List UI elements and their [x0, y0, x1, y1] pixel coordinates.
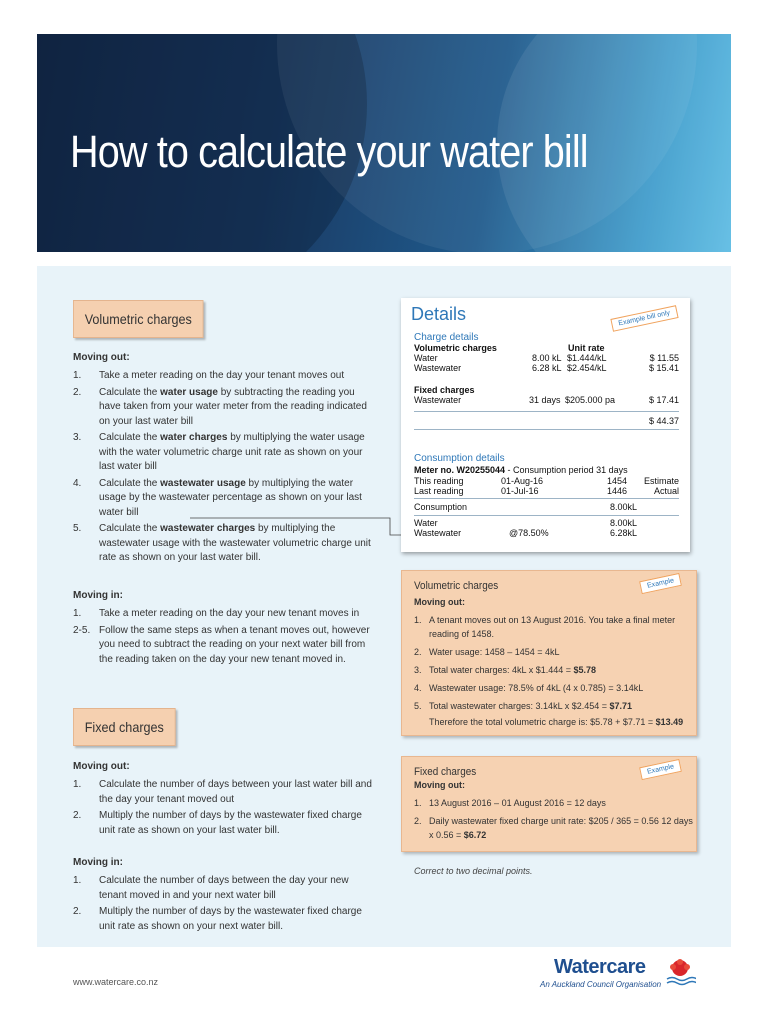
this-reading-type: Estimate — [643, 476, 679, 486]
example-stamp: Example — [639, 573, 682, 594]
list-item-text: Calculate the water charges by multiplying the water usage with the water volumetric charge unit rate as shown on your last water bill — [99, 432, 365, 472]
bill-total: $ 44.37 — [648, 416, 679, 426]
list-item-number: 1. — [73, 370, 82, 381]
list-item-number: 2. — [73, 906, 82, 917]
moving-in-label: Moving in: — [73, 590, 123, 601]
consumption-water-value: 8.00kL — [610, 518, 638, 528]
fixed-out-steps — [73, 778, 373, 838]
bill-wastewater-amount: $ 15.41 — [648, 363, 679, 373]
moving-out-label: Moving out: — [73, 761, 130, 772]
last-reading-label: Last reading — [414, 486, 464, 496]
moving-out-label: Moving out: — [73, 352, 130, 363]
list-item-text: Multiply the number of days by the wastewater fixed charge unit rate as shown on your last water bill. — [99, 810, 362, 836]
list-item-text: Calculate the number of days between your last water bill and the day your tenant moved out — [99, 779, 372, 805]
example-bill — [401, 298, 690, 552]
divider — [414, 411, 679, 412]
list-item-text: A tenant moves out on 13 August 2016. You take a final meter reading of 1458. — [429, 615, 676, 639]
list-item — [414, 681, 694, 695]
list-item-text: Take a meter reading on the day your tenant moves out — [99, 370, 345, 381]
watercare-logo — [540, 956, 700, 996]
list-item-number: 1. — [73, 875, 82, 886]
list-item — [73, 624, 373, 668]
example-volumetric-box — [401, 570, 697, 736]
bill-water-amount: $ 11.55 — [649, 353, 679, 363]
list-item-text: Total water charges: 4kL x $1.444 = $5.78 — [429, 665, 597, 675]
list-item-text: Daily wastewater fixed charge unit rate: $205 / 365 = 0.56 12 days x 0.56 = $6.72 — [429, 816, 693, 840]
consumption-details-heading: Consumption details — [414, 453, 505, 464]
example-moving-out-label: Moving out: — [414, 597, 465, 607]
list-item — [73, 369, 373, 384]
list-item — [73, 905, 373, 934]
consumption-label: Consumption — [414, 502, 468, 512]
list-item — [73, 809, 373, 838]
logo-tagline: An Auckland Council Organisation — [540, 980, 662, 989]
bill-water-rate: $1.444/kL — [567, 353, 607, 363]
volumetric-charges-label: Volumetric charges — [414, 343, 497, 353]
meter-number: Meter no. W20255044 — [414, 465, 506, 475]
volumetric-moving-in — [73, 590, 373, 669]
fixed-charges-tag: Fixed charges — [73, 708, 176, 746]
bill-fixed-wastewater: Wastewater — [414, 395, 462, 405]
list-item-text: Follow the same steps as when a tenant moves out, however you need to subtract the reading on your next water bill from the reading taken on the day your new tenant moved in. — [99, 624, 370, 665]
list-item-number: 2-5. — [73, 624, 91, 636]
list-item-text: Total wastewater charges: 3.14kL x $2.454 = $7.71 — [429, 701, 633, 711]
this-reading-date: 01-Aug-16 — [501, 476, 544, 486]
fixed-in-steps — [73, 874, 373, 934]
logo-wordmark: Watercare — [554, 956, 646, 978]
list-item — [414, 796, 694, 810]
consumption-wastewater-percentage: @78.50% — [509, 528, 549, 538]
list-item-text: Calculate the wastewater charges by multiplying the wastewater usage with the wastewater volumetric charge unit rate as shown on your last water bill. — [99, 523, 371, 563]
page-title: How to calculate your water bill — [70, 126, 588, 177]
example-fixed-box — [401, 756, 697, 852]
bill-fixed-rate: $205.000 pa — [565, 395, 616, 405]
example-box-title: Fixed charges — [414, 766, 477, 778]
list-item-number: 1. — [73, 779, 82, 790]
header-banner — [37, 34, 731, 252]
bill-fixed-amount: $ 17.41 — [648, 395, 679, 405]
fixed-moving-out — [73, 761, 373, 840]
unit-rate-label: Unit rate — [568, 343, 605, 353]
bill-water-qty: 8.00 kL — [532, 353, 562, 363]
bill-title: Details — [411, 304, 467, 324]
volumetric-in-steps — [73, 607, 373, 667]
list-item — [73, 386, 373, 430]
list-item-text: Calculate the number of days between the day your new tenant moved in and your next water bill — [99, 875, 349, 901]
list-item — [73, 607, 373, 622]
rounding-note: Correct to two decimal points. — [414, 866, 533, 876]
divider — [414, 515, 679, 516]
list-item-number: 4. — [414, 683, 422, 693]
connector-line — [190, 514, 410, 540]
list-item-number: 2. — [73, 810, 82, 821]
list-item — [73, 778, 373, 807]
pohutukawa-flower-icon — [664, 958, 696, 988]
bill-wastewater-qty: 6.28 kL — [532, 363, 562, 373]
example-fixed-steps — [414, 796, 694, 846]
list-item-number: 5. — [73, 523, 82, 534]
list-item — [414, 663, 694, 677]
fixed-charges-label: Fixed charges — [414, 385, 475, 395]
last-reading-value: 1446 — [607, 486, 628, 496]
list-item — [73, 874, 373, 903]
example-bill-stamp: Example bill only — [610, 305, 678, 332]
list-item — [414, 613, 694, 641]
list-item-number: 1. — [73, 608, 82, 619]
list-item-number: 2. — [414, 816, 422, 826]
consumption-water-label: Water — [414, 518, 438, 528]
list-item-number: 1. — [414, 615, 422, 625]
consumption-value: 8.00kL — [610, 502, 638, 512]
divider — [414, 429, 679, 430]
bill-wastewater-label: Wastewater — [414, 363, 462, 373]
consumption-wastewater-value: 6.28kL — [610, 528, 638, 538]
list-item-number: 3. — [414, 665, 422, 675]
example-stamp: Example — [639, 759, 682, 780]
list-item-number: 2. — [414, 647, 422, 657]
divider — [414, 498, 679, 499]
list-item-number: 4. — [73, 477, 82, 489]
list-item-text: Water usage: 1458 – 1454 = 4kL — [429, 647, 560, 657]
list-item-text: Wastewater usage: 78.5% of 4kL (4 x 0.785) = 3.14kL — [429, 683, 644, 693]
this-reading-label: This reading — [414, 476, 464, 486]
consumption-period: - Consumption period 31 days — [505, 465, 628, 475]
meter-line — [414, 465, 628, 475]
example-moving-out-label: Moving out: — [414, 780, 465, 790]
list-item — [414, 814, 694, 842]
bill-fixed-days: 31 days — [529, 395, 561, 405]
list-item — [73, 431, 373, 475]
footer-website-link[interactable]: www.watercare.co.nz — [73, 977, 159, 987]
list-item-text: Calculate the wastewater usage by multiplying the water usage by the wastewater percentage as shown on your last water bill — [99, 477, 362, 518]
list-item — [414, 699, 694, 713]
example-volumetric-steps — [414, 613, 694, 717]
list-item-text: Take a meter reading on the day your new tenant moves in — [99, 608, 360, 619]
bill-wastewater-rate: $2.454/kL — [567, 363, 607, 373]
fixed-moving-in — [73, 857, 373, 936]
list-item-number: 5. — [414, 701, 422, 711]
example-box-title: Volumetric charges — [414, 580, 499, 592]
volumetric-charges-tag: Volumetric charges — [73, 300, 204, 338]
moving-in-label: Moving in: — [73, 857, 123, 868]
last-reading-type: Actual — [653, 486, 679, 496]
bill-water-label: Water — [414, 353, 438, 363]
list-item — [414, 645, 694, 659]
this-reading-value: 1454 — [607, 476, 628, 486]
charge-details-heading: Charge details — [414, 332, 479, 343]
list-item-text: 13 August 2016 – 01 August 2016 = 12 days — [429, 798, 606, 808]
last-reading-date: 01-Jul-16 — [501, 486, 539, 496]
list-item-text: Multiply the number of days by the wastewater fixed charge unit rate as shown on your next water bill. — [99, 906, 362, 932]
list-item-text: Calculate the water usage by subtracting the reading you have taken from your water meter from the reading indicated on your last water bill — [99, 386, 367, 427]
consumption-wastewater-label: Wastewater — [414, 528, 462, 538]
total-volumetric-line: Therefore the total volumetric charge is: $5.78 + $7.71 = $13.49 — [429, 717, 684, 727]
list-item-number: 1. — [414, 798, 422, 808]
list-item-number: 2. — [73, 386, 82, 398]
list-item-number: 3. — [73, 432, 82, 443]
